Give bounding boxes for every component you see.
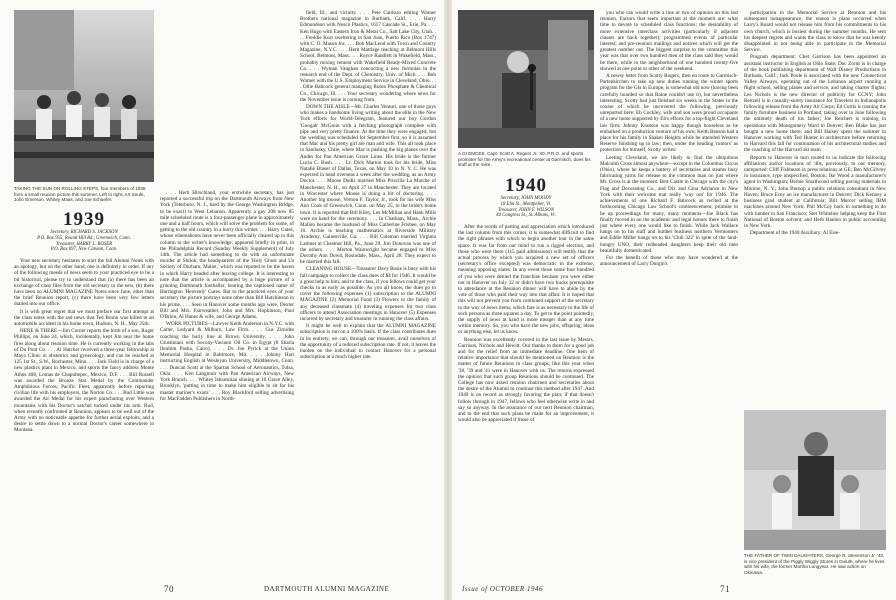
paragraph: Reports to Hanover in turn routed to us indicate the following affiliations and/or locations of '40s, previously, to our memory, unreported: Cliff Fishbeam in press relations at GE; Ben McGilvrey in insurance, type unspecified, Boston; Ike Wood a manufacturer's agent in Washington; Bernie Smallwood selling paving materials in Monroe, N. Y.; John Burnop a public relations consultant in New Haven; Bruce Ecey an ice manufacturer in Denver; Dick Kenney a business grad student at California; Bill Mercer selling IBM machines around New York; Phil McCoy back in something to do with lumber in San Francisco; Stet Whitelaw helping keep the First National of Boston solvent; and Herb Hanlon in public accounting in New York.	[744, 154, 886, 229]
reunion-photo-caption: TAKING THE SUN ON ROLLING STEPS, four members of 1938 form a small reunion picture this summer. Left to right, Art Soule, John Emerson, Whitey Maas, and Joe Schaefer.	[14, 186, 146, 203]
paragraph: HERE & THERE—Jim Corner reports the birth of a son, Roger Phillips, on June 24, which, incidentally, kept Jim near the home fires along about reunion time. He is currently working in the labs of Du Pont Co. . . . Al Hatcher received a three-year fellowship at Mayo Clinic in obstetrics and gynecology, and can be reached at 125 1st St., S.W., Rochester, Minn. . . . Jack Field is in charge of a new plastics plant in Mexico, and sports the fancy address Monte Athos 408, Lomas de Chapultepec, Mexico, D.F. . . . Bill Russell was awarded the Bronze Star Medal by the Commander Amphibious Forces, Pacific Fleet, apparently before reporting civilian life with his employers, the Norton Co. . . . Bud Little was awarded the Air Medal for his expert parachuting over Western mountains with his Doctor's satchel tucked under his arm. Bud, when recently confronted at Reunion, appears to be well out of the Army with no noticeable appetite for further aerial exploits, and a desire to settle down to a normal Doctor's career somewhere in Montana.	[14, 328, 154, 434]
emcee-photo-art	[458, 10, 594, 148]
treasurer-name: Treasurer, JOHN F. WILSON	[498, 207, 554, 213]
paragraph: DOWN THE AISLE—Mr. Charles Venturi, one of those guys who makes a handsome living writing about the elite in the New York efforts for World-Telegram, featured our boy Gordon 'Googah' McGoun with a fetching photograph complete with pipe and very pretty finance. At the time they were engaged, but the wedding was scheduled for September first, so it is assumed that Mac and his pretty girl are man and wife. This all took place in Sandusky, Chile, where Mac is pushing the big planes over the Andes for Pan American Grace Lines. His bride is the former Lucia C. Bush. . . . Lt. Dick Marton took for his bride, Miss Natalie Blaser of Dallas, Texas, on May 10 in N. Y. C. He was expected in head overseas a week after the wedding, as an Army Doctor. . . . Moose Dudis married Miss Priscilla La Marche of Manchester, N. H., on April 27 in Manchester. They are located in Worcester where Moose is doing a bit of doctoring. . . . Another big moose, Vernon F. Taylor, Jr., took for his wife Miss Ann Cook of Greenwich, Conn. on May 25, in the bride's home town. It is reported that Bill Kiley, Les McMillan and Hank Mills were on hand for the ceremony. . . . In Chatham, Mass., Archie Mallon became the husband of Miss Catherine Frisbee, on May 16. Archie is teaching mathematics at Riverside Military Academy, Gainesville, Ga. . . . Bill Coleman married Virginia Latimer at Chestnut Hill, Pa., June 29. Jim Donovan was one of the ushers. . . . Merton Wainwright became engaged to Miss Dorothy Ann Dowd, Rosindale, Mass., April 28. They expect to be married this fall.	[300, 104, 436, 266]
emcee-photo-caption: A GI EMCEE. Capt. Scott A. Rogers Jr. '40, P.R.O. and sports promoter for the Army's recreational center at Garmisch, does his stuff at the mike.	[458, 151, 591, 168]
paragraph: Your new secretary hesitates to start the fall Alumni Notes with an apology, but on the other hand, one is definitely in order. If any of the following meeds of news seem to your practiced eye to be a bit historical, please try to understand that (a) there has been an exchange of class files from the old secretary to the new, (b) there have been no ALUMNI MAGAZINE Notes since June, other than the brief Reunion report, (c) there have been very few letters mailed into our office.	[14, 258, 154, 308]
treasurer-address: 44 Congress St., St. Albans, Vt.	[496, 213, 556, 219]
paragraph: A newsy letter from Scotty Rogers, then en route to Garmisch-Partenkirchen to take up new duties running the winter sports program for the GIs in Europe, is somewhat old now (having been carefully hoarded so that Raine couldn't use it), but nevertheless interesting. Scotty had just finished six weeks in the States in the course of which he uncovered the following, previously unreported here: Eb Cockley, wife and son were proud occupants of a new home supported by Eb's efforts for a top-flight Cleveland law firm; Johnny Knutson was happy though houseless as he embarked on a production venture of his own; Keith Benson had a place for his family in Shaker Heights while he attended Western Reserve finishing up in law; then, under the heading 'rumors' as protection for himself, Scotty writes:	[600, 73, 738, 154]
paragraph: For the benefit of those who may have wondered at the announcement of Larry Durgin's	[600, 254, 738, 268]
right-column-3	[744, 10, 886, 406]
secretary-name: Secretary, RICHARD S. JACKSON	[50, 230, 118, 235]
issue-date: Issue of OCTOBER 1946	[462, 585, 543, 593]
class-1939-header	[14, 210, 154, 253]
secretary-address: 18 Elm St., Montpelier, Vt.	[500, 201, 552, 207]
paragraph: Department of the 1940 Auxiliary: Al Eise-	[750, 230, 840, 237]
paragraph: After the words of parting and appreciation which introduced the last column from this corner, it is somewhat difficult to find the right phrases with which to begin another tour in the same space. It was far from our mind to run a rigged election, and those who were there (115 paid admissions) will testify that the actual process by which you acquired a new set of officers (secretary's office excepted) was democratic in the extreme, meaning opposing slates. In any event those some four hundred of you who were denied the franchise because you were either not in Hanover on July 12 or didn't have two bucks prerequisite to attendance at the Reunion dinner will have to abide by the vote of those who paid their way into that affair. It is hoped that this will not prevent you from continued support of the secretary in the way of news items, which fare is as necessary to the life of such persons as three squares a day. To get to the point pointedly, the supply of news at hand is more meager than at any time within memory. So, you who have the new jobs, offspring, ideas or anything else, let us know.	[458, 224, 594, 336]
page-number: 70	[164, 584, 174, 594]
emcee-photo	[458, 10, 594, 148]
class-1940-header	[458, 176, 594, 219]
class-officers	[458, 196, 594, 219]
paragraph: participation in the Memorial Service at Reunion and his subsequent nonappearance, the reason is plans occurred when Larry's Board would not release him from his commitments to his own church, which is busiest during the summer months. He sent his deepest regrets and wants the class to know that he was keenly disappointed in not being able to participate in the Memorial Service.	[744, 10, 886, 54]
paragraph: Leeting Cleveland, we are likely to find the ubiquitous Malcolm Cross almost anywhere—except in the Columbus Circus (Ohio), where he keeps a battery of secretaries and steams busy fabricating yarns for release to the common man on just where Mr. Cross is at the moment. Bert Castle in Chicago with the city's Flag and Decorating Co., and Dix and Gina Adriance in New York with their welcome mat really 'way out' for 1946. The achievements of one Richard F. Babcock as recited at the forthcoming Chicago Law School's commencement, promise to be up proceedings for many, many moments—Joe Black has finally moved in on the academic and legal honors there to finish just where every one would like to finish. While Jack Wallace hangs on to his staff and lumber business northern Vermonters and Eddie Miller hangs on to his 'Club 322' in spite of the land-hungry UNO, their redheaded daughters keep their old men beautifully domesticated.	[600, 154, 738, 254]
paragraph: WORK PICTURES—Lawyer Keith Anderson in N.Y.C. with Carter, Ledyard & Milburn, Law Firm. . . . Gus Zirnides coaching the burly line at Brown University. . . . John Giustiniani with Socony-Vacuum Oil Co. in Egypt (8 Sharia Ibrahim Pasha, Cairo). . . . Dr. Joe Pyrick at the Union Memorial Hospital in Baltimore, Md. . . . Johnny Hart instructing English at Wesleyan University, Middletown, Conn. . . . Duncan Scott at the Spartan School of Aeronautics, Tulsa, Okla. . . . Ken Langmuir with Pan American Airways, New York Branch. . . . Whitey Ishramtian shining at 10 Grace Alley, Brooklyn, 'putting in time to make him eligible to sit for his master mariner's exam.' . . . Roy Blackford selling advertising for MacFadden Publishers in North-	[160, 321, 294, 402]
paragraph: CLEANING HOUSE—Treasurer Davy Rosie is busy with his fall campaign to collect the class dues of $4 for 1946. It would be a great help to him, and to the class, if you fellows could get your checks in as early as possible. As you all know, the dues go to cover the following expenses (1) subscription to the ALUMNI MAGAZINE (2) Memorial Fund (3) Flowers to the family of any deceased classmate (4) traveling expenses for two class officers to attend Association meetings in Hanover (5) Expenses incurred by secretary and treasurer in running the class affairs.	[300, 266, 436, 322]
paragraph: Reunion was excellently covered in the last issue by Messrs. Garrison, Nichols and Hewitt. Our thanks to them for a good job and for the relief from an immediate deadline. One item of relative importance that should be mentioned on Reunion is the matter of future Reunions in class groups, like this year when '38, '39 and '41 were in Hanover with us. The returns expressed the opinion that such group Reunions should be continued. The College has now asked reunion chairmen and secretaries about the desire of the Alumni to continue this method after 1947. And 1940 is on record as strongly favoring the plan; if that doesn't follow through in 1947, fellows who feel otherwise write in and say so anyway. In the assurance of our next Reunion chairman, and to the end that such plans be made for an improvement, it would also be appreciated if those of	[458, 336, 594, 424]
right-column-2	[600, 10, 738, 576]
right-column-1	[458, 224, 594, 576]
treasurer-name: Treasurer, HARRY L. ROSEB	[55, 241, 113, 247]
left-column-1	[14, 258, 154, 576]
left-page	[0, 0, 446, 600]
class-year: 1940	[505, 175, 547, 196]
treasurer-address: P.O. Box 697, New Canaan, Conn.	[50, 247, 118, 253]
paragraph: you who can would write a line or two of opinion on this last reunion. Factors that seem important at the moment are: what time to devote to scheduled class functions; the desirability of more extensive interclass activities (particularly if adjacent classes are back together); programmed events of particular interest; and pre-reunion mailings and notices which will get the greatest number out. The biggest surprise to the committee this year was that over two hundred men of the class said they would be there, while in the neighborhood of one hundred twenty-five showed at one point or other of the weekend.	[600, 10, 738, 72]
page-number: 71	[720, 584, 730, 594]
paragraph: Program department: Chet Garrison has been appointed an assistant instructor in English at Ohio State; Doc Zorns is in charge of the book publishing department of Walt Disney Productions in Burbank, Calif.; Jack Poole is associated with the new Connecticut Valley Airways, operating out of the Lebanon airport running a flight school, selling planes and service, and taking charter flights; Les Nichols is the new director of publicity for CCNY; John Reitzell is in casualty-surety insurance for Travelers in Indianapolis following release from the Army Air Corps; Ed Curtis is running the family furniture business in Portland, taking over in June following the untimely death of his father; Joe Reichert is training in operations with Montgomery Ward in Denver; Ben Blake has just bought a new home there; and Bill Halsey spent the summer in Hanover working with Ted Hunter in architecture before returning to Harvard this fall for continuation of his architectural studies and the coaching of the Harvard ski team.	[744, 54, 886, 154]
class-officers	[14, 230, 154, 253]
paragraph: It might be well to explain that the ALUMNI MAGAZINE subscription is run on a 100% basis. If the class contributes dues in its entirety, we can, through our treasurer, avail ourselves of the opportunity of a reduced subscription rate. If not, it leaves the burden on the individual to contact Hanover for a personal subscription at a much higher rate.	[300, 323, 436, 361]
twins-photo	[744, 410, 886, 550]
left-column-3	[300, 10, 436, 576]
right-page	[450, 0, 896, 600]
class-year: 1939	[63, 209, 105, 230]
twins-photo-art	[744, 410, 886, 550]
paragraph: . . . Herb Hirschland, your erstwhile secretary, has just reported a successful trip on the Dartmouth Airways from New York (Teterboro, N. J., hard by the George Washington Bridge, to be exact) to West Lebanon. Apparently a gay 200 now 85 mile scheduled route is a four-passenger plane in approximately one and a half hours, which will solve the problem for some, of getting to the old country in a hurry this winter. . . . Harry Gates, whose whereabouts have never been officially cleared up in this column to the writer's knowledge, appeared briefly in print, in the Philadelphia Record (Sunday Weekly Supplement) of July 14th. The article had something to do with an unfortunate murder at Shiloh, the headquarters of the 'Holy Ghost and Us Society of Durham, Maine,' which was reputed to be the haven in which Harry headed after leaving college. It is interesting to note that the article is accompanied by a huge picture of a grinning Dartmouth footballer, bearing the captioned name of Harrington 'Heavenly' Gates. But to the practiced eyes of your secretary the picture portrays none other than Bill Hutchinson in his prime. . . . Seen in Hanover some months ago were, Dexter Bill and Mrs. Fairweather, John and Mrs. Hopkinson, Paul O'Brien, Al Hanes & wife, and George Adams.	[160, 190, 294, 321]
magazine-title: DARTMOUTH ALUMNI MAGAZINE	[264, 585, 390, 593]
secretary-address: P.O. Box 955, Round Hill Rd., Greenwich, Conn.	[37, 235, 131, 241]
twins-photo-caption: THE FATHER OF TWIN DAUGHTERS, George R. Stevenson Jr. '40, is vice president of the Piggly Wiggly Stores in Duluth, where he lives with his wife, the former Martha Longyear. He saw action on Okinawa.	[744, 553, 885, 575]
left-column-2	[160, 190, 294, 576]
paragraph: field, Ill., and vicinity. . . . Pete Cardozo editing Warner Brothers national magazine in Burbank, Calif. . . . Harry Edmondson with Nosco Plastics, 1617 Cascade St., Erie, Pa. . . . Ken Hugo with Eastern Iron & Metal Co., Salt Lake City, Utah. . . . Freddie Kurr sweltering in San Juan, Puerto Rico (Box 1747) with C. O. Mason Inc. . . . Bob MacLeod with Town and Country Magazine, N.Y.C. . . . Herb Mattlage teaching at Belmont Hills School, Belmont, Mass. . . . Royce Randlett in Wakefield, Mass., probably mixing cement with Wakefield Ready-Mixed Concrete Co. . . . Wyman Vaughan concocting a new formulas in the research end of the Dept. of Chemistry, Univ. of Mich. . . . Bob Warner with the U.S. Employment Service in Cleveland, Ohio. . . . Ollie Babcock general managing Rulon Phosphate & Chemical Co., Chicago, Ill. . . . Your secretary wondering where news for the November issue is coming from.	[300, 10, 436, 103]
reunion-photo-art	[14, 10, 154, 182]
secretary-name: Secretary, JOHN MOODY	[500, 196, 552, 201]
paragraph: It is with great regret that we must preface our first attempt at the class notes with the sad news that Ted Bronn was killed in an automobile accident in his home town, Hudson, N. H., May 25th.	[14, 308, 154, 328]
reunion-photo	[14, 10, 154, 182]
